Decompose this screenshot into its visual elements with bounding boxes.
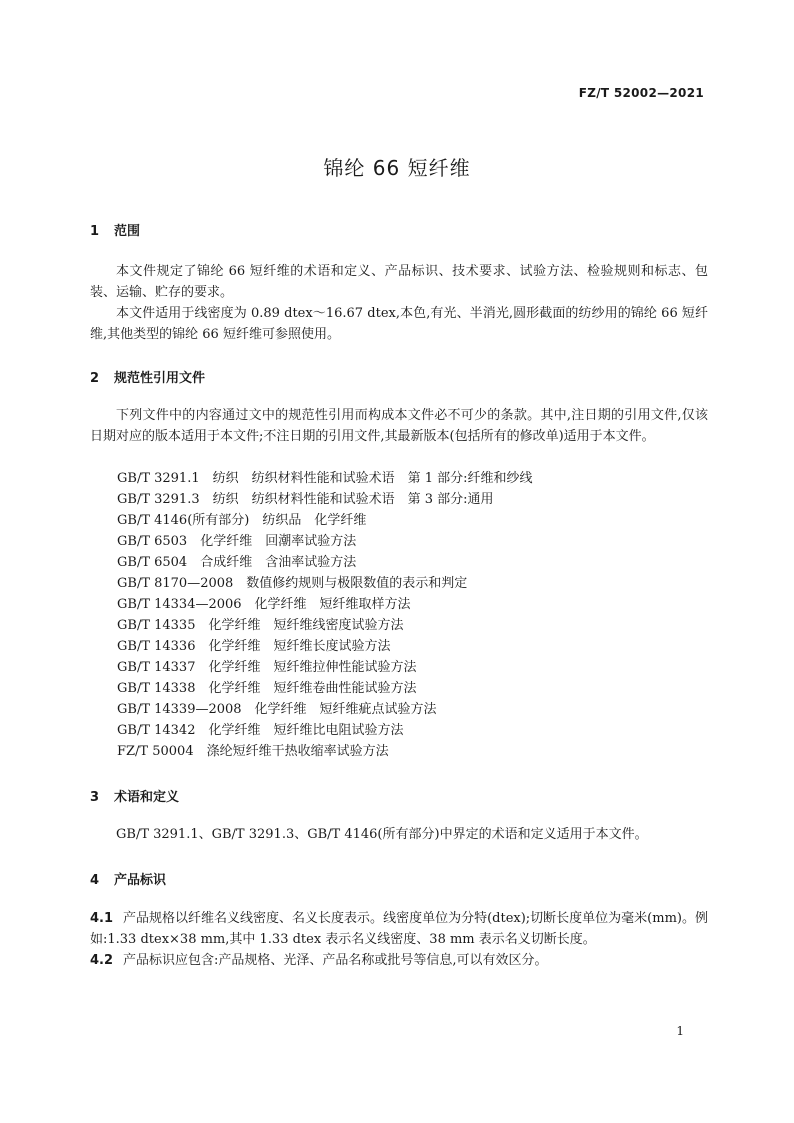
section-1-heading — [90, 220, 140, 239]
reference-item: GB/T 6503 化学纤维 回潮率试验方法 — [117, 534, 357, 549]
reference-item: GB/T 14334—2006 化学纤维 短纤维取样方法 — [117, 597, 411, 612]
section-3-heading — [90, 786, 179, 805]
section-title: 术语和定义 — [114, 790, 180, 805]
references-intro: 下列文件中的内容通过文中的规范性引用而构成本文件必不可少的条款。其中,注日期的引用文件,仅该日期对应的版本适用于本文件;不注日期的引用文件,其最新版本(包括所有的修改单)适用于本文件。 — [90, 408, 708, 444]
document-title: 锦纶 66 短纤维 — [323, 156, 471, 180]
clause-number: 4.1 — [90, 911, 114, 926]
clause-4-1 — [90, 908, 708, 950]
terms-paragraph: GB/T 3291.1、GB/T 3291.3、GB/T 4146(所有部分)中界定的术语和定义适用于本文件。 — [116, 827, 648, 842]
clause-number: 4.2 — [90, 953, 114, 968]
scope-paragraph-2: 本文件适用于线密度为 0.89 dtex～16.67 dtex,本色,有光、半消光,圆形截面的纺纱用的锦纶 66 短纤维,其他类型的锦纶 66 短纤维可参照使用。 — [90, 306, 708, 342]
reference-item: GB/T 3291.1 纺织 纺织材料性能和试验术语 第 1 部分:纤维和纱线 — [117, 471, 533, 486]
clause-text: 产品规格以纤维名义线密度、名义长度表示。线密度单位为分特(dtex);切断长度单位为毫米(mm)。例如:1.33 dtex×38 mm,其中 1.33 dtex 表示名义线密度、38 mm 表示名义切断长度。 — [90, 911, 708, 947]
reference-item: GB/T 14336 化学纤维 短纤维长度试验方法 — [117, 639, 391, 654]
reference-item: GB/T 6504 合成纤维 含油率试验方法 — [117, 555, 357, 570]
section-number: 1 — [90, 224, 100, 239]
section-number: 2 — [90, 371, 100, 386]
reference-item: GB/T 14339—2008 化学纤维 短纤维疵点试验方法 — [117, 702, 437, 717]
section-title: 范围 — [114, 224, 141, 239]
reference-item: GB/T 14335 化学纤维 短纤维线密度试验方法 — [117, 618, 404, 633]
reference-item: GB/T 3291.3 纺织 纺织材料性能和试验术语 第 3 部分:通用 — [117, 492, 494, 507]
reference-item: FZ/T 50004 涤纶短纤维干热收缩率试验方法 — [117, 744, 389, 759]
section-number: 4 — [90, 873, 100, 888]
section-4-heading — [90, 869, 166, 888]
page-number: 1 — [676, 1024, 684, 1038]
clause-text: 产品标识应包含:产品规格、光泽、产品名称或批号等信息,可以有效区分。 — [123, 953, 548, 968]
standard-code: FZ/T 52002—2021 — [578, 86, 704, 100]
reference-item: GB/T 14338 化学纤维 短纤维卷曲性能试验方法 — [117, 681, 417, 696]
reference-item: GB/T 8170—2008 数值修约规则与极限数值的表示和判定 — [117, 576, 468, 591]
reference-item: GB/T 4146(所有部分) 纺织品 化学纤维 — [117, 513, 367, 528]
section-title: 产品标识 — [114, 873, 167, 888]
reference-item: GB/T 14337 化学纤维 短纤维拉伸性能试验方法 — [117, 660, 417, 675]
reference-item: GB/T 14342 化学纤维 短纤维比电阻试验方法 — [117, 723, 404, 738]
scope-paragraph-1: 本文件规定了锦纶 66 短纤维的术语和定义、产品标识、技术要求、试验方法、检验规则和标志、包装、运输、贮存的要求。 — [90, 264, 708, 300]
clause-4-2 — [90, 950, 708, 971]
section-number: 3 — [90, 790, 100, 805]
section-2-heading — [90, 367, 205, 386]
section-title: 规范性引用文件 — [114, 371, 206, 386]
